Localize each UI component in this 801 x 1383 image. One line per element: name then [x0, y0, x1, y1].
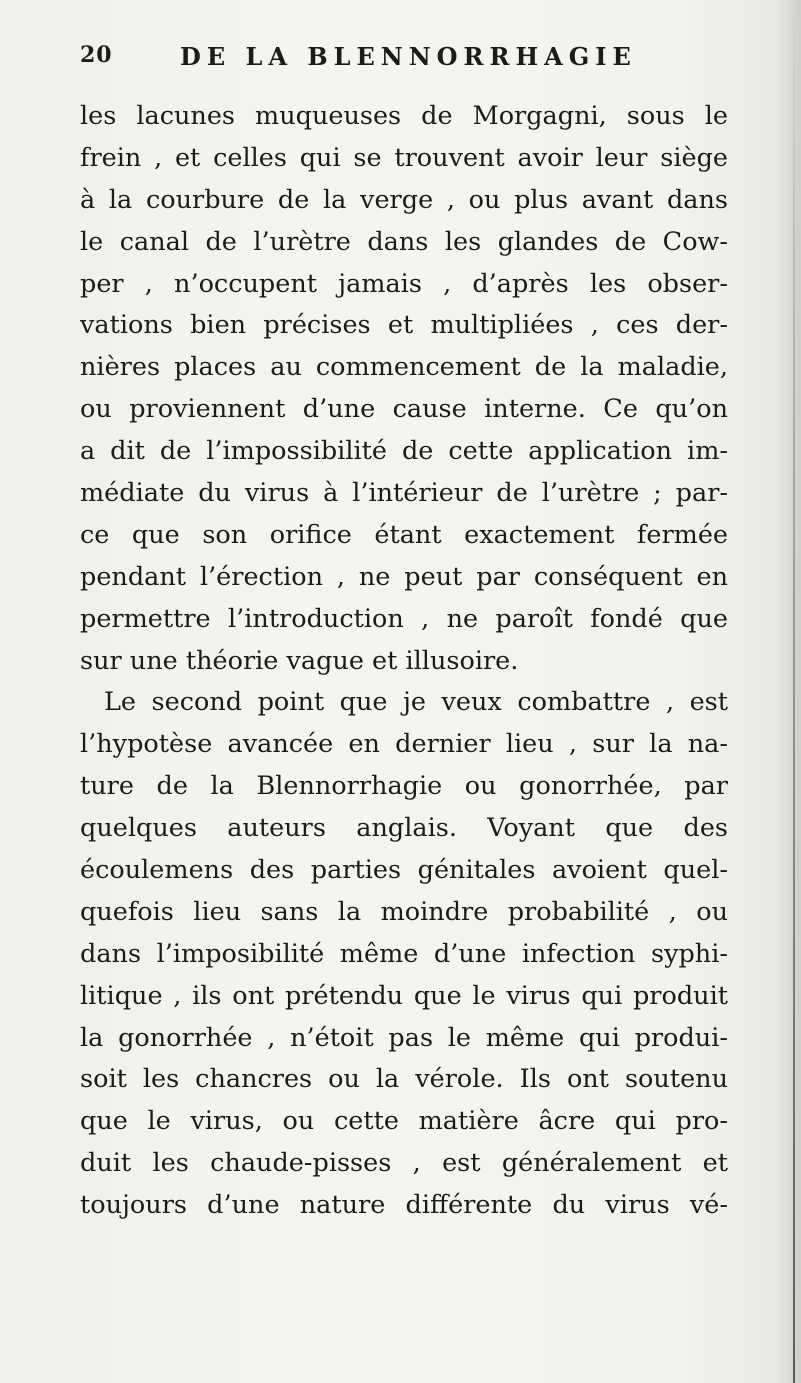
text-line: l’hypotèse avancée en dernier lieu , sur la na- [80, 729, 728, 760]
text-line: frein , et celles qui se trouvent avoir leur siège [80, 142, 728, 173]
text-line: Le second point que je veux combattre , est [104, 687, 728, 718]
text-line: ou proviennent d’une cause interne. Ce qu’on [80, 394, 728, 425]
text-line: litique , ils ont prétendu que le virus qui produit [80, 980, 728, 1011]
text-line: nières places au commencement de la maladie, [80, 352, 728, 383]
running-head [80, 42, 690, 82]
text-line: pendant l’érection , ne peut par conséquent en [80, 561, 728, 592]
text-line: la gonorrhée , n’étoit pas le même qui produi- [80, 1022, 728, 1053]
text-line: à la courbure de la verge , ou plus avant dans [80, 184, 728, 215]
text-line: soit les chancres ou la vérole. Ils ont soutenu [80, 1064, 728, 1095]
text-line: duit les chaude-pisses , est généralement et [80, 1148, 728, 1179]
text-line: le canal de l’urètre dans les glandes de Cow- [80, 226, 728, 257]
text-line: les lacunes muqueuses de Morgagni, sous le [80, 101, 728, 131]
text-line: toujours d’une nature différente du virus vé- [80, 1190, 728, 1221]
running-title: DE LA BLENNORRHAGIE [180, 42, 637, 71]
text-line: sur une théorie vague et illusoire. [80, 645, 519, 676]
text-line: que le virus, ou cette matière âcre qui pro- [80, 1106, 728, 1137]
text-line: per , n’occupent jamais , d’après les obser- [80, 268, 728, 299]
body-text [80, 96, 728, 1227]
text-line: dans l’imposibilité même d’une infection syphi- [80, 938, 728, 969]
text-line: écoulemens des parties génitales avoient quel- [80, 855, 728, 886]
text-line: quelques auteurs anglais. Voyant que des [80, 813, 728, 844]
page-number: 20 [80, 42, 113, 68]
text-line: permettre l’introduction , ne paroît fondé que [80, 603, 728, 634]
text-line: vations bien précises et multipliées , ces der- [80, 310, 728, 341]
text-line: ce que son orifice étant exactement fermée [80, 519, 728, 550]
text-line: ture de la Blennorrhagie ou gonorrhée, par [80, 771, 728, 802]
text-line: a dit de l’impossibilité de cette application im- [80, 436, 728, 467]
text-line: quefois lieu sans la moindre probabilité , ou [80, 896, 728, 927]
page-edge-shadow [793, 0, 795, 1383]
text-line: médiate du virus à l’intérieur de l’urètre ; par- [80, 478, 728, 509]
